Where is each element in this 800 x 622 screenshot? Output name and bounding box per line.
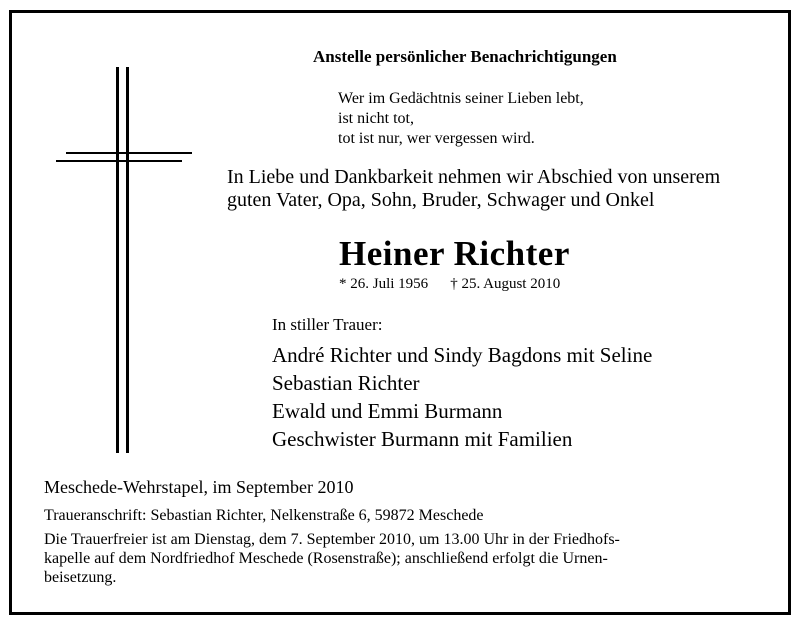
deceased-name: Heiner Richter (339, 234, 570, 273)
cross-vertical-bar-left (116, 67, 119, 453)
funeral-line: kapelle auf dem Nordfriedhof Meschede (Rosenstraße); anschließend erfolgt die Urnen- (44, 550, 608, 567)
notice-heading: Anstelle persönlicher Benachrichtigungen (313, 47, 617, 66)
poem-line: tot ist nur, wer vergessen wird. (338, 130, 535, 147)
mourner-entry: Ewald und Emmi Burmann (272, 399, 503, 423)
mourner-entry: Sebastian Richter (272, 371, 420, 395)
mourner-entry: Geschwister Burmann mit Familien (272, 427, 573, 451)
memorial-poem (338, 89, 584, 149)
life-dates (339, 276, 560, 293)
poem-line: Wer im Gedächtnis seiner Lieben lebt, (338, 90, 584, 107)
funeral-details (44, 530, 620, 587)
cross-horizontal-bar-top (66, 152, 192, 154)
intro-line: In Liebe und Dankbarkeit nehmen wir Abschied von unserem (227, 166, 721, 188)
funeral-line: beisetzung. (44, 569, 117, 586)
funeral-line: Die Trauerfreier ist am Dienstag, dem 7. September 2010, um 13.00 Uhr in der Friedhofs- (44, 531, 620, 548)
farewell-intro (227, 166, 720, 212)
cross-vertical-bar-right (126, 67, 129, 453)
mourner-entry: André Richter und Sindy Bagdons mit Seline (272, 343, 653, 367)
intro-line: guten Vater, Opa, Sohn, Bruder, Schwager und Onkel (227, 189, 655, 211)
birth-date: * 26. Juli 1956 (339, 276, 429, 292)
mourners-list (272, 341, 652, 453)
place-and-date: Meschede-Wehrstapel, im September 2010 (44, 477, 354, 497)
cross-horizontal-bar-bottom (56, 160, 182, 162)
mourners-label: In stiller Trauer: (272, 315, 383, 334)
mourning-address: Traueranschrift: Sebastian Richter, Nelkenstraße 6, 59872 Meschede (44, 507, 484, 524)
death-date: † 25. August 2010 (450, 276, 561, 292)
poem-line: ist nicht tot, (338, 110, 414, 127)
